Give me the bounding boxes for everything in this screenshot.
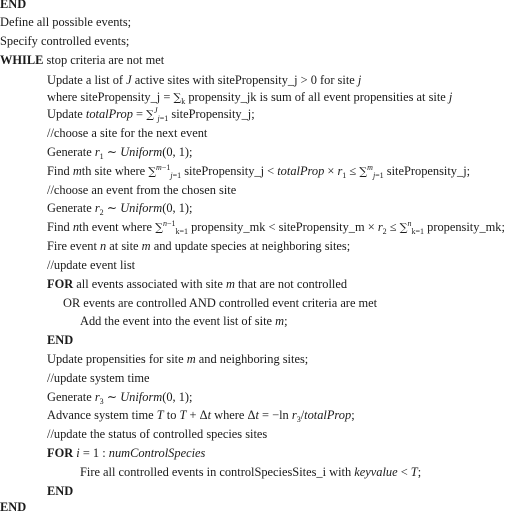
algo-line: OR events are controlled AND controlled event criteria are met	[63, 296, 378, 310]
algo-line: END	[47, 484, 74, 498]
algo-line: Generate $r_1$ ∼ Uniform(0, 1);	[47, 145, 193, 161]
algo-line: Find nth event where ∑$^{n-1}_{k=1}$ propensity_mk < sitePropensity_m × $r_2 \le \sum^n_{k=1}$ propensity_mk;	[47, 219, 505, 236]
algo-line: where sitePropensity_j = $\sum_k$ propensity_jk is sum of all event propensities at site j	[47, 90, 453, 106]
algo-line: END	[47, 333, 74, 347]
algo-line: //update event list	[47, 258, 136, 272]
algo-line: Generate $r_2$ ∼ Uniform(0, 1);	[47, 201, 193, 217]
algo-line: Define all possible events;	[0, 15, 132, 29]
algo-line: Add the event into the event list of site m;	[80, 314, 288, 328]
algo-line: //choose a site for the next event	[47, 126, 208, 140]
algo-line: END	[0, 0, 27, 11]
algo-line: FOR all events associated with site m that are not controlled	[47, 277, 348, 291]
algo-line: //update system time	[47, 371, 150, 385]
algo-line: //update the status of controlled species sites	[47, 427, 268, 441]
algo-line: Fire all controlled events in controlSpeciesSites_i with keyvalue < T;	[80, 465, 422, 479]
algo-line: FOR i = 1 : numControlSpecies	[47, 446, 206, 460]
algo-line: Generate $r_3$ ∼ Uniform(0, 1);	[47, 390, 193, 406]
algo-line: END	[0, 500, 27, 514]
algo-line: //choose an event from the chosen site	[47, 183, 237, 197]
algo-line: Specify controlled events;	[0, 34, 130, 48]
algo-line: WHILE stop criteria are not met	[0, 53, 165, 67]
algo-line: Find mth site where ∑$^{m-1}_{j=1}$ sitePropensity_j < totalProp × $r_1 \le \sum^m_{j=1}$ sitePropensity_j;	[47, 163, 471, 180]
algo-line: Update a list of J active sites with sitePropensity_j > 0 for site j	[47, 73, 362, 87]
algo-line: Fire event n at site m and update species at neighboring sites;	[47, 239, 351, 253]
algo-line: Update propensities for site m and neighboring sites;	[47, 352, 309, 366]
algo-line: Advance system time T to T + Δt where Δt = −ln $r_3$/totalProp;	[47, 408, 355, 424]
algo-line: Update totalProp = ∑$^J_{j=1}$ sitePropensity_j;	[47, 106, 255, 123]
